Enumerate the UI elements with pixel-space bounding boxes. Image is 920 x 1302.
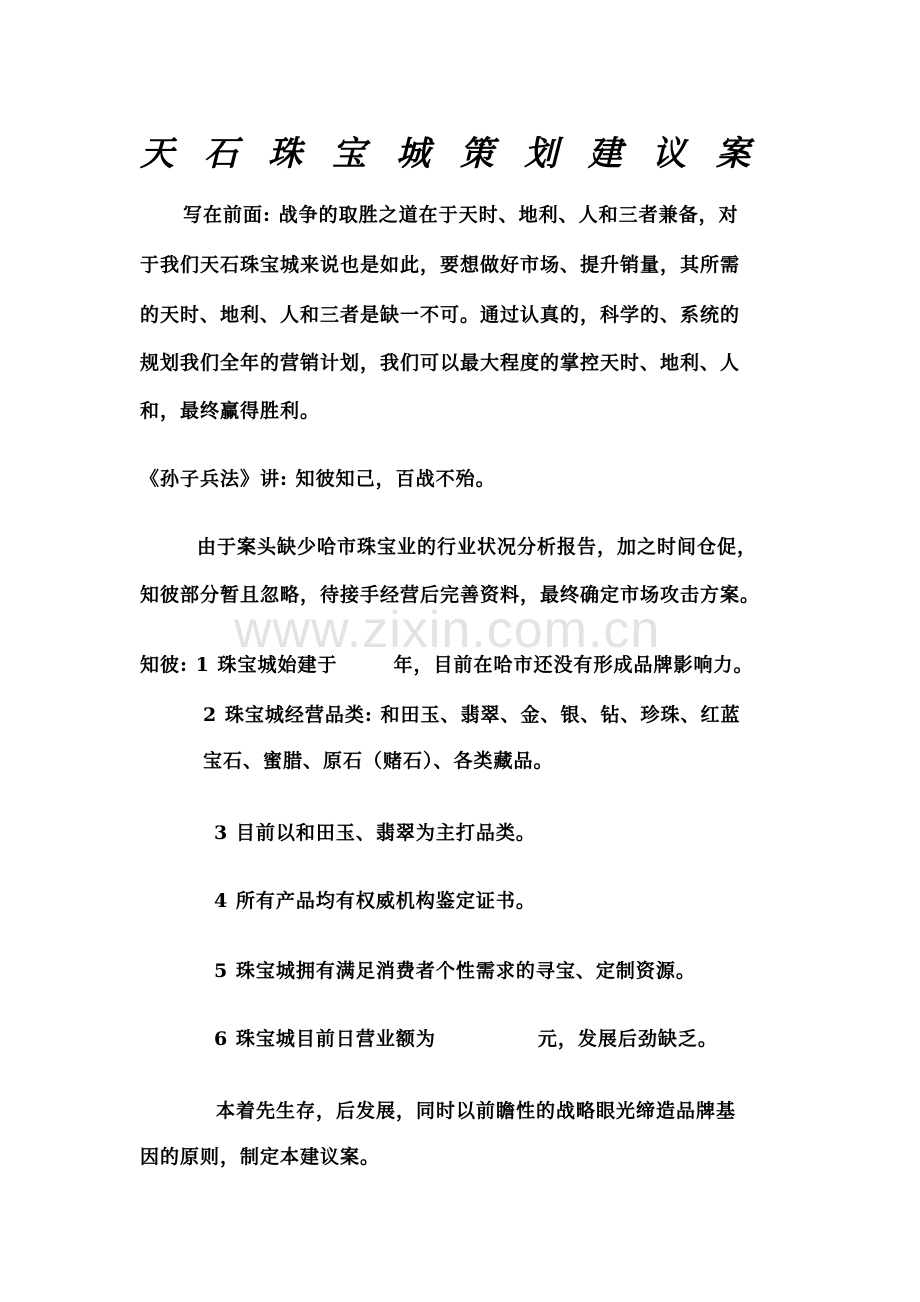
quote-line: 《孙子兵法》讲: 知彼知己，百战不殆。 — [140, 468, 496, 490]
know-item-3: 3 目前以和田玉、翡翠为主打品类。 — [214, 822, 536, 844]
know-item-5: 5 珠宝城拥有满足消费者个性需求的寻宝、定制资源。 — [214, 960, 696, 982]
para2-line: 知彼部分暂且忽略，待接手经营后完善资料，最终确定市场攻击方案。 — [140, 584, 761, 606]
know-item-2: 2 珠宝城经营品类: 和田玉、翡翠、金、银、钻、珍珠、红蓝 — [203, 704, 741, 726]
intro-line: 的天时、地利、人和三者是缺一不可。通过认真的，科学的、系统的 — [140, 304, 741, 326]
closing-line: 因的原则，制定本建议案。 — [140, 1146, 381, 1168]
closing-line: 本着先生存，后发展，同时以前瞻性的战略眼光缔造品牌基 — [216, 1100, 737, 1122]
know-item-4: 4 所有产品均有权威机构鉴定证书。 — [214, 890, 536, 912]
intro-line: 和，最终赢得胜利。 — [140, 400, 321, 422]
intro-line: 规划我们全年的营销计划，我们可以最大程度的掌控天时、地利、人 — [140, 352, 741, 374]
intro-line: 写在前面: 战争的取胜之道在于天时、地利、人和三者兼备，对 — [183, 204, 739, 226]
know-item-6-end: 元，发展后劲缺乏。 — [537, 1028, 718, 1050]
know-item-6-start: 6 珠宝城目前日营业额为 — [214, 1028, 436, 1050]
know-item-1 — [140, 650, 753, 677]
para2-line: 由于案头缺少哈市珠宝业的行业状况分析报告，加之时间仓促， — [197, 536, 758, 558]
watermark: www.zixin.com.cn — [234, 601, 661, 659]
document-title: 天石珠宝城策划建议案 — [140, 134, 780, 174]
intro-line: 于我们天石珠宝城来说也是如此，要想做好市场、提升销量，其所需 — [140, 254, 741, 276]
know-item-1-start: 知彼: 1 珠宝城始建于 — [140, 654, 338, 676]
know-item-6 — [214, 1024, 718, 1051]
know-item-1-end: 年，目前在哈市还没有形成品牌影响力。 — [393, 654, 754, 676]
know-item-2-cont: 宝石、蜜腊、原石（赌石）、各类藏品。 — [203, 750, 554, 772]
